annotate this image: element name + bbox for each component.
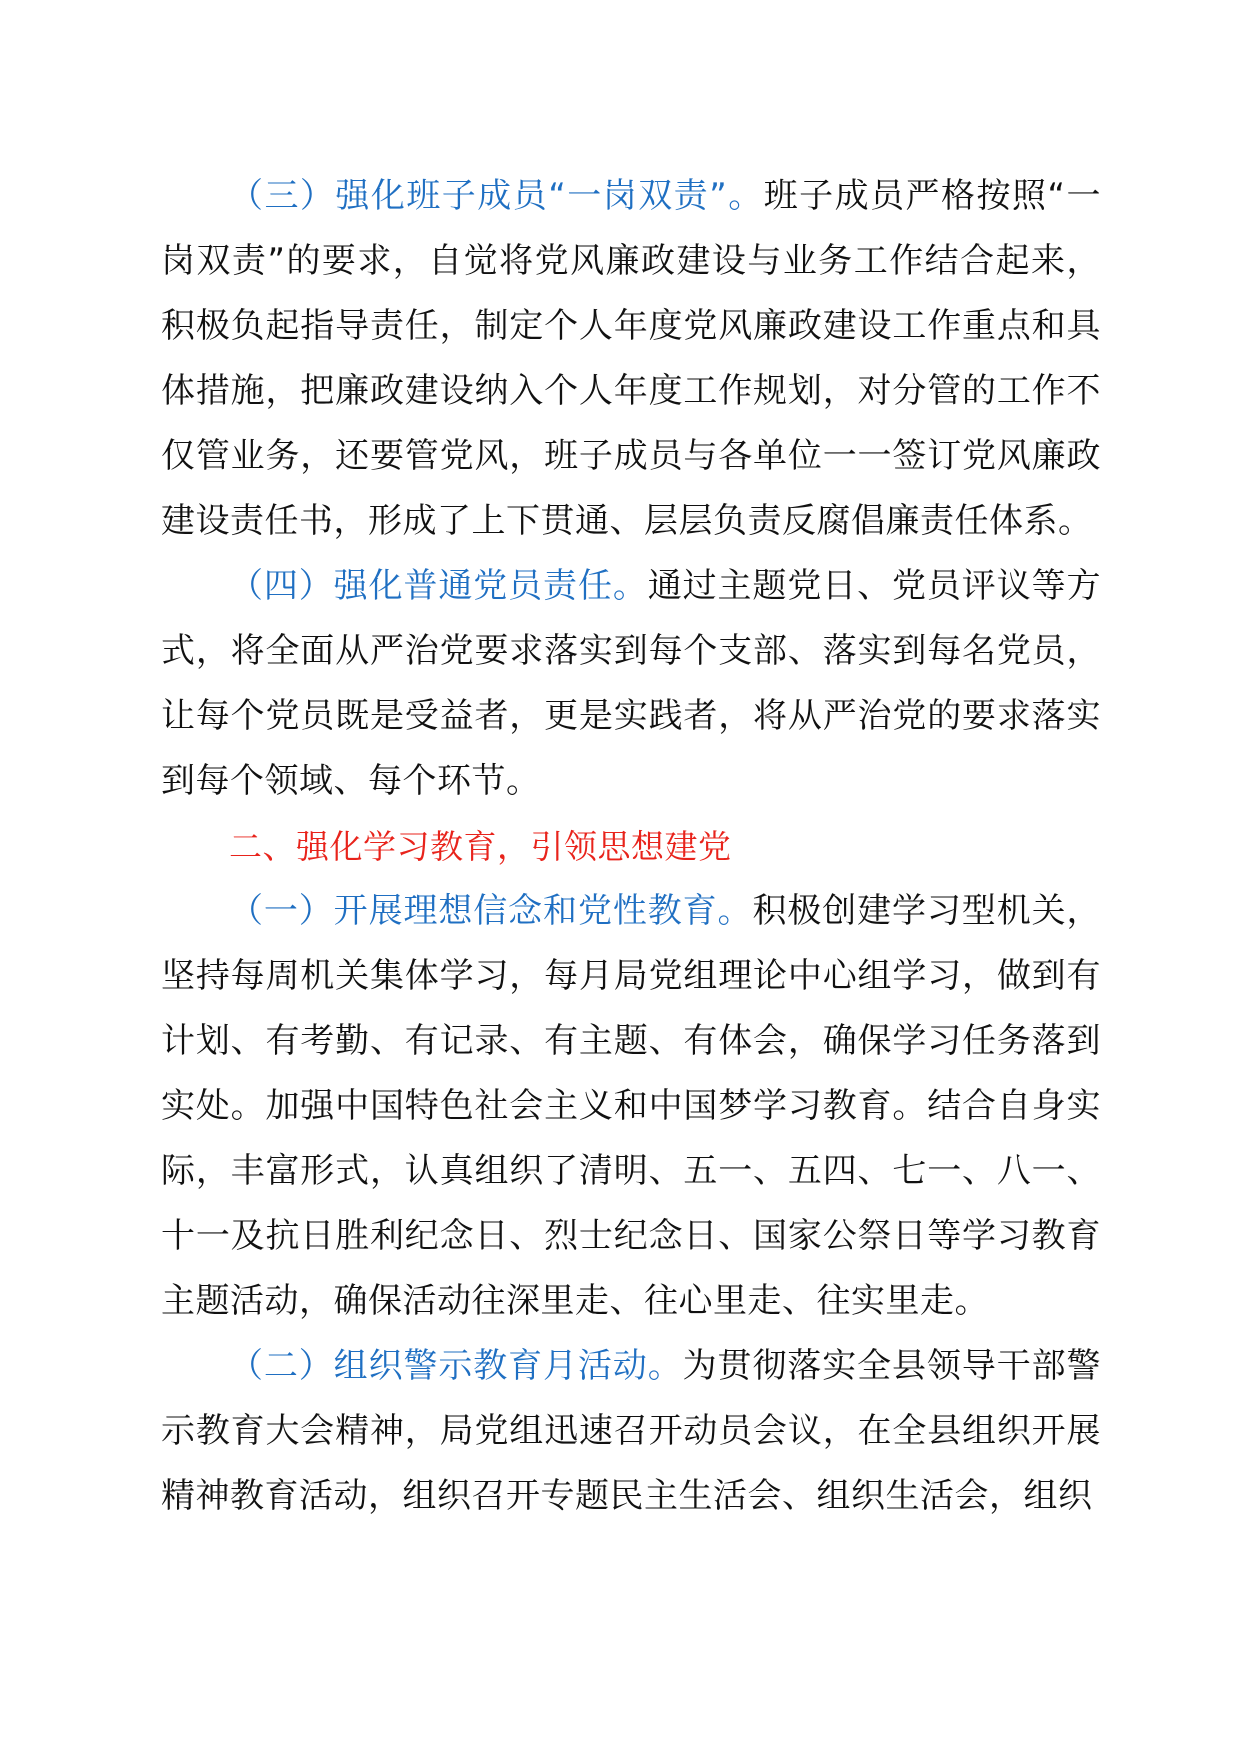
paragraph-body-text: 通过主题党日、党员评议等方式，将全面从严治党要求落实到每个支部、落实到每名党员，让每个党员既是受益者，更是实践者，将从严治党的要求落实到每个领域、每个环节。 — [161, 566, 1101, 801]
paragraph-body-text: 为贯彻落实全县领导干部警示教育大会精神，局党组迅速召开动员会议，在全县组织开展精神教育活动，组织召开专题民主生活会、组织生活会，组织 — [161, 1346, 1102, 1516]
subheading-strengthen-member-responsibility: （四）强化普通党员责任。 — [229, 566, 648, 606]
paragraph-body-text: 积极创建学习型机关，坚持每周机关集体学习，每月局党组理论中心组学习，做到有计划、有考勤、有记录、有主题、有体会，确保学习任务落到实处。加强中国特色社会主义和中国梦学习教育。结合自身实际，丰富形式，认真组织了清明、五一、五四、七一、八一、十一及抗日胜利纪念日、烈士纪念日、国家公祭日等学习教育主题活动，确保活动往深里走、往心里走、往实里走。 — [161, 891, 1101, 1321]
paragraph-strengthen-leadership-dual-duty — [161, 164, 1101, 554]
paragraph-ideals-party-education — [161, 879, 1101, 1334]
paragraph-body-text: 班子成员严格按照“一岗双责”的要求，自觉将党风廉政建设与业务工作结合起来，积极负起指导责任，制定个人年度党风廉政建设工作重点和具体措施，把廉政建设纳入个人年度工作规划，对分管的工作不仅管业务，还要管党风，班子成员与各单位一一签订党风廉政建设责任书，形成了上下贯通、层层负责反腐倡廉责任体系。 — [161, 176, 1101, 541]
subheading-warning-education-month: （二）组织警示教育月活动。 — [229, 1346, 683, 1386]
section-heading-study-education: 二、强化学习教育，引领思想建党 — [229, 828, 732, 865]
paragraph-warning-education-month — [161, 1334, 1101, 1529]
paragraph-strengthen-member-responsibility — [161, 554, 1101, 814]
subheading-ideals-party-education: （一）开展理想信念和党性教育。 — [229, 891, 753, 931]
document-body — [161, 164, 1101, 1529]
subheading-strengthen-leadership-dual-duty: （三）强化班子成员“一岗双责”。 — [229, 176, 764, 216]
